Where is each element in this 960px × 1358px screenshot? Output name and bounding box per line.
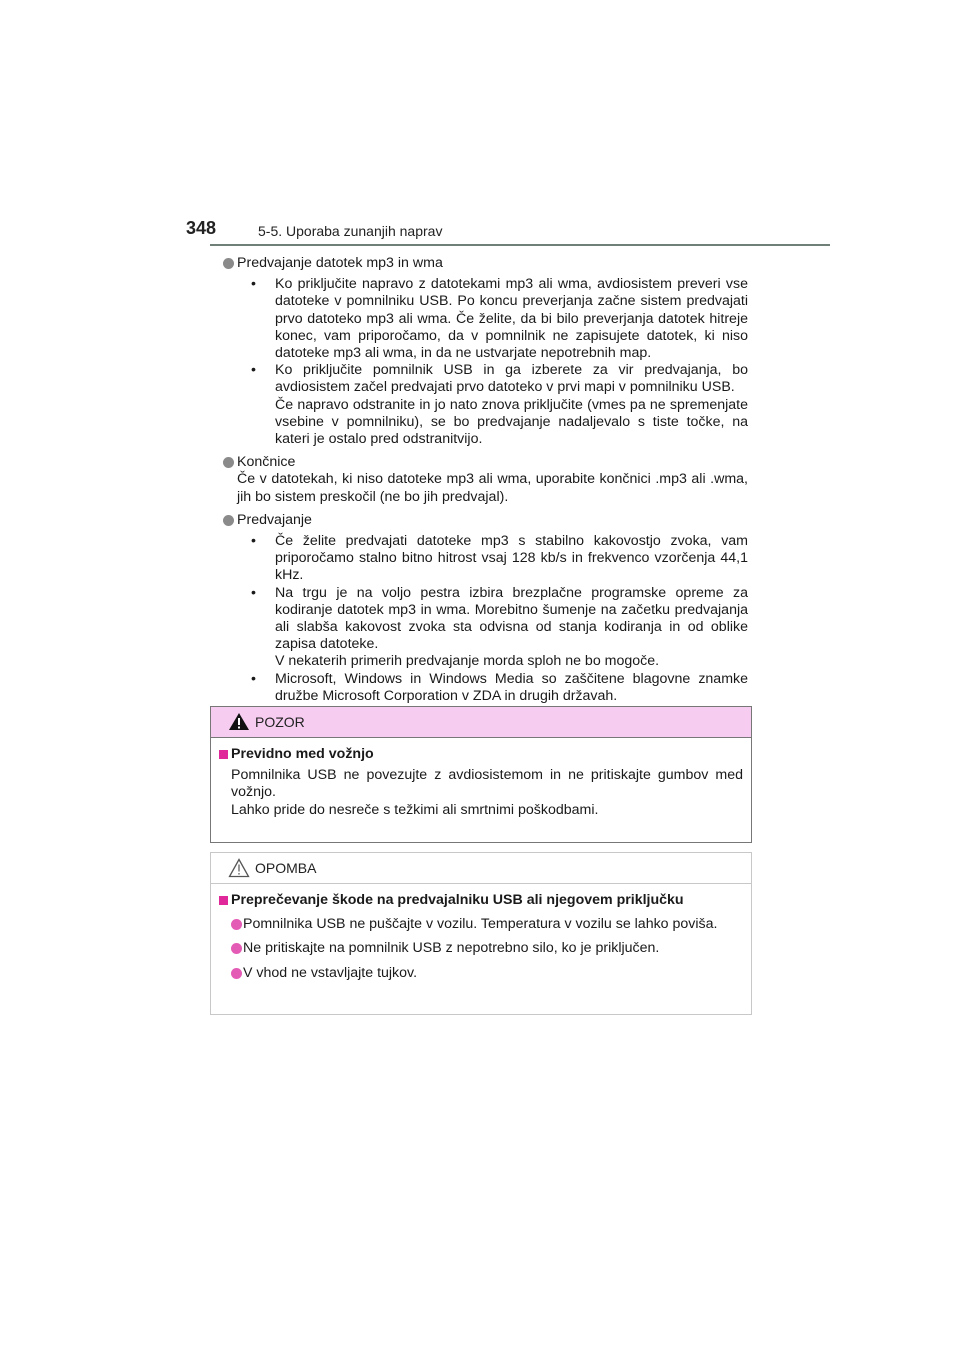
list-item: • Na trgu je na voljo pestra izbira brezplačne programske opreme za kodiranje datotek mp3 in wma. Morebitno šumenje na začetku predvajanja ali slabša kakovost zvoka sta odvisna od stanja kodiranja in od oblike zapisa datoteke. V nekaterih primerih predvajanje morda sploh ne bo mogoče.: [251, 584, 748, 670]
warning-heading-text: Previdno med vožnjo: [231, 746, 374, 762]
warning-box-header: [211, 707, 751, 738]
notice-box-header: [211, 853, 751, 884]
bullet-dot-icon: [223, 457, 234, 468]
list-item: • Ko priključite pomnilnik USB in ga izberete za vir predvajanja, bo avdiosistem začel predvajati prvo datoteko v prvi mapi v pomnilniku USB. Če napravo odstranite in jo nato znova priključite (vmes pa ne spremenjate vsebine v pomnilniku), se bo predvajanje nadaljevalo s tiste točke, na kateri je ostalo pred odstranitvijo.: [251, 362, 748, 448]
bullet-dot-icon: [223, 258, 234, 269]
page-number: 348: [186, 218, 217, 238]
bullet-section: [223, 255, 748, 448]
bullet-dot-icon: [223, 515, 234, 526]
bullet-section: [223, 512, 748, 705]
notice-bullet-text: V vhod ne vstavljajte tujkov.: [243, 964, 418, 981]
bullet-heading: Končnice: [237, 454, 296, 471]
list-item-text: Ko priključite napravo z datotekami mp3 ali wma, avdiosistem preveri vse datoteke v pomnilniku USB. Po koncu preverjanja začne sistem predvajati prvo datoteko mp3 ali wma. Če želite, da bi bilo preverjanja datotek hitreje konec, vam priporočamo, da v pomnilnik ne zapisujete datotek, ki niso datoteke mp3 ali wma, in da ne ustvarjate nepotrebnih map.: [275, 276, 748, 362]
warning-label: POZOR: [255, 714, 305, 730]
list-item-text: Microsoft, Windows in Windows Media so zaščitene blagovne znamke družbe Microsoft Corporation v ZDA in drugih državah.: [275, 670, 748, 704]
square-marker-icon: [219, 896, 228, 905]
notice-triangle-icon: [228, 858, 250, 878]
sub-list: [237, 276, 748, 448]
notice-bullet: [219, 916, 743, 933]
bullet-heading: Predvajanje datotek mp3 in wma: [237, 255, 443, 271]
warning-heading: [219, 746, 743, 763]
warning-box: [210, 706, 752, 843]
square-marker-icon: [219, 750, 228, 759]
notice-bullet-text: Ne pritiskajte na pomnilnik USB z nepotrebno silo, ko je priključen.: [243, 940, 660, 957]
notice-heading: [219, 892, 743, 909]
notice-bullet: [219, 940, 743, 957]
bullet-dot-icon: [231, 968, 242, 979]
bullet-dot-icon: [231, 919, 242, 930]
notice-bullet: [219, 965, 743, 982]
list-item-text: V nekaterih primerih predvajanje morda sploh ne bo mogoče.: [275, 653, 660, 670]
bullet-dot-icon: [231, 943, 242, 954]
notice-box: [210, 852, 752, 1015]
header-rule: [210, 244, 830, 246]
bullet-heading: Predvajanje: [237, 511, 312, 528]
list-item-text: Če napravo odstranite in jo nato znova priključite (vmes pa ne spremenjate vsebine v pomnilniku), se bo predvajanje nadaljevalo s tiste točke, na kateri je ostalo pred odstranitvijo.: [275, 396, 748, 448]
warning-paragraph: Lahko pride do nesreče s težkimi ali smrtnimi poškodbami.: [231, 801, 599, 818]
list-item-text: Če želite predvajati datoteke mp3 s stabilno kakovostjo zvoka, vam priporočamo stalno bitno hitrost vsaj 128 kb/s in frekvenco vzorčenja 44,1 kHz.: [275, 533, 748, 584]
sub-list: [237, 533, 748, 705]
list-item: • Če želite predvajati datoteke mp3 s stabilno kakovostjo zvoka, vam priporočamo stalno bitno hitrost vsaj 128 kb/s in frekvenco vzorčenja 44,1 kHz.: [251, 533, 748, 584]
bullet-text: Če v datotekah, ki niso datoteke mp3 ali wma, uporabite končnici .mp3 ali .wma, jih bo sistem preskočil (ne bo jih predvajal).: [237, 471, 748, 505]
list-item-text: Na trgu je na voljo pestra izbira brezplačne programske opreme za kodiranje datotek mp3 in wma. Morebitno šumenje na začetku predvajanja ali slabša kakovost zvoka sta odvisna od stanja kodiranja in od oblike zapisa datoteke.: [275, 584, 748, 653]
warning-triangle-icon: [228, 712, 250, 731]
notice-label: OPOMBA: [255, 860, 317, 876]
bullet-section: [223, 454, 748, 506]
list-item: • Ko priključite napravo z datotekami mp3 ali wma, avdiosistem preveri vse datoteke v pomnilniku USB. Po koncu preverjanja začne sistem predvajati prvo datoteko mp3 ali wma. Če želite, da bi bilo preverjanja datotek hitreje konec, vam priporočamo, da v pomnilnik ne zapisujete datotek, ki niso datoteke mp3 ali wma, in da ne ustvarjate nepotrebnih map.: [251, 276, 748, 362]
list-item-text: Ko priključite pomnilnik USB in ga izberete za vir predvajanja, bo avdiosistem začel predvajati prvo datoteko v prvi mapi v pomnilniku USB.: [275, 362, 748, 396]
section-title: 5-5. Uporaba zunanjih naprav: [258, 223, 443, 239]
notice-heading-text: Preprečevanje škode na predvajalniku USB ali njegovem priključku: [231, 892, 684, 908]
notice-bullet-text: Pomnilnika USB ne puščajte v vozilu. Temperatura v vozilu se lahko poviša.: [243, 916, 718, 933]
main-content: [223, 255, 748, 705]
list-item: • Microsoft, Windows in Windows Media so zaščitene blagovne znamke družbe Microsoft Corporation v ZDA in drugih državah.: [251, 670, 748, 704]
warning-paragraph: Pomnilnika USB ne povezujte z avdiosistemom in ne pritiskajte gumbov med vožnjo.: [231, 767, 743, 801]
